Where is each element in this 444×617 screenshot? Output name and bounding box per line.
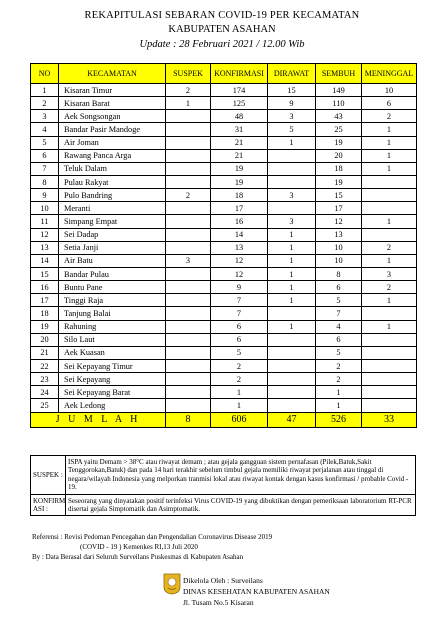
row-no: 15: [31, 267, 59, 280]
row-dirawat: 3: [268, 189, 316, 202]
table-row: [31, 97, 417, 110]
row-konfirmasi: 174: [211, 84, 268, 97]
row-sembuh: 25: [316, 123, 362, 136]
total-dirawat: 47: [268, 412, 316, 427]
row-meninggal: [362, 399, 417, 412]
row-suspek: [166, 175, 211, 188]
table-row: [31, 399, 417, 412]
row-suspek: [166, 267, 211, 280]
row-dirawat: 3: [268, 215, 316, 228]
table-row: [31, 215, 417, 228]
total-suspek: 8: [166, 412, 211, 427]
row-meninggal: 3: [362, 267, 417, 280]
table-row: [31, 162, 417, 175]
col-header-kecamatan: KECAMATAN: [59, 64, 166, 84]
row-dirawat: 1: [268, 241, 316, 254]
col-header-sembuh: SEMBUH: [316, 64, 362, 84]
konfirmasi-definition: Seseorang yang dinyatakan positif terinfeksi Virus COVID-19 yang dibuktikan dengan pemeriksaan laboratorium RT-PCR disertai gejala Simptomatik dan Asimptomatik.: [66, 494, 416, 516]
row-dirawat: 9: [268, 97, 316, 110]
row-kecamatan: Aek Ledong: [59, 399, 166, 412]
row-no: 10: [31, 202, 59, 215]
suspek-definition: ISPA yaitu Demam > 38°C atau riwayat demam ; atau gejala gangguan sistem pernafasan (Pilek,Batuk,Sakit Tenggorokan,Batuk) dan pada 14 hari terakhir sebelum timbul gejala memiliki riwayat perjalanan atau tinggal di negara/wilayah Indonesia yang melporkan tranmisi lokal atau riwayat kontak dengan kasus konfirmasi / probable Covid - 19.: [66, 456, 416, 495]
table-row: [31, 228, 417, 241]
total-meninggal: 33: [362, 412, 417, 427]
row-meninggal: 1: [362, 320, 417, 333]
row-dirawat: [268, 346, 316, 359]
row-kecamatan: Aek Songsongan: [59, 110, 166, 123]
row-sembuh: 19: [316, 136, 362, 149]
row-dirawat: [268, 202, 316, 215]
total-sembuh: 526: [316, 412, 362, 427]
row-konfirmasi: 2: [211, 373, 268, 386]
row-suspek: [166, 136, 211, 149]
row-suspek: [166, 346, 211, 359]
row-suspek: 3: [166, 254, 211, 267]
row-sembuh: 12: [316, 215, 362, 228]
row-konfirmasi: 13: [211, 241, 268, 254]
row-sembuh: 2: [316, 373, 362, 386]
row-sembuh: 8: [316, 267, 362, 280]
row-sembuh: 149: [316, 84, 362, 97]
row-meninggal: 1: [362, 254, 417, 267]
row-sembuh: 7: [316, 307, 362, 320]
row-suspek: [166, 320, 211, 333]
row-no: 3: [31, 110, 59, 123]
row-suspek: 2: [166, 189, 211, 202]
row-dirawat: 1: [268, 254, 316, 267]
table-row: [31, 373, 417, 386]
col-header-dirawat: DIRAWAT: [268, 64, 316, 84]
row-dirawat: [268, 359, 316, 372]
row-kecamatan: Sei Kepayang Barat: [59, 386, 166, 399]
row-dirawat: 1: [268, 136, 316, 149]
row-dirawat: 1: [268, 281, 316, 294]
row-sembuh: 5: [316, 346, 362, 359]
row-konfirmasi: 19: [211, 175, 268, 188]
row-konfirmasi: 12: [211, 267, 268, 280]
row-suspek: [166, 123, 211, 136]
row-suspek: [166, 386, 211, 399]
table-row: [31, 241, 417, 254]
row-kecamatan: Silo Laut: [59, 333, 166, 346]
row-no: 23: [31, 373, 59, 386]
row-kecamatan: Buntu Pane: [59, 281, 166, 294]
row-meninggal: [362, 202, 417, 215]
row-sembuh: 4: [316, 320, 362, 333]
row-meninggal: 1: [362, 136, 417, 149]
row-sembuh: 18: [316, 162, 362, 175]
row-kecamatan: Sei Kepayang: [59, 373, 166, 386]
row-suspek: [166, 149, 211, 162]
row-meninggal: 6: [362, 97, 417, 110]
row-suspek: [166, 294, 211, 307]
row-konfirmasi: 12: [211, 254, 268, 267]
row-kecamatan: Simpang Empat: [59, 215, 166, 228]
row-dirawat: 1: [268, 228, 316, 241]
row-konfirmasi: 6: [211, 333, 268, 346]
table-header-row: [31, 64, 417, 84]
row-kecamatan: Bandar Pulau: [59, 267, 166, 280]
total-konfirmasi: 606: [211, 412, 268, 427]
col-header-no: NO: [31, 64, 59, 84]
row-sembuh: 1: [316, 386, 362, 399]
row-no: 22: [31, 359, 59, 372]
row-no: 25: [31, 399, 59, 412]
table-row: [31, 267, 417, 280]
row-dirawat: [268, 399, 316, 412]
row-no: 24: [31, 386, 59, 399]
table-row: [31, 84, 417, 97]
table-row: [31, 307, 417, 320]
row-sembuh: 20: [316, 149, 362, 162]
total-label: J U M L A H: [31, 412, 166, 427]
row-no: 1: [31, 84, 59, 97]
row-dirawat: [268, 307, 316, 320]
row-kecamatan: Meranti: [59, 202, 166, 215]
row-meninggal: [362, 228, 417, 241]
row-sembuh: 10: [316, 254, 362, 267]
row-suspek: [166, 359, 211, 372]
row-dirawat: 1: [268, 294, 316, 307]
table-body: [31, 84, 417, 413]
row-kecamatan: Bandar Pasir Mandoge: [59, 123, 166, 136]
konfirmasi-label: KONFIRM ASI :: [31, 494, 66, 516]
row-konfirmasi: 7: [211, 294, 268, 307]
row-konfirmasi: 5: [211, 346, 268, 359]
row-suspek: [166, 373, 211, 386]
row-kecamatan: Sei Dadap: [59, 228, 166, 241]
covid-distribution-table: [30, 63, 417, 428]
row-meninggal: [362, 333, 417, 346]
row-no: 6: [31, 149, 59, 162]
row-konfirmasi: 21: [211, 149, 268, 162]
table-row: [31, 294, 417, 307]
row-meninggal: 1: [362, 123, 417, 136]
row-meninggal: [362, 175, 417, 188]
row-dirawat: 3: [268, 110, 316, 123]
table-row: [31, 189, 417, 202]
row-konfirmasi: 21: [211, 136, 268, 149]
row-meninggal: [362, 359, 417, 372]
row-suspek: [166, 228, 211, 241]
row-sembuh: 43: [316, 110, 362, 123]
row-kecamatan: Tinggi Raja: [59, 294, 166, 307]
row-no: 7: [31, 162, 59, 175]
table-row: [31, 320, 417, 333]
row-konfirmasi: 17: [211, 202, 268, 215]
row-konfirmasi: 1: [211, 399, 268, 412]
row-konfirmasi: 9: [211, 281, 268, 294]
col-header-suspek: SUSPEK: [166, 64, 211, 84]
row-dirawat: 15: [268, 84, 316, 97]
reference-line-1: Referensi : Revisi Pedoman Pencegahan dan Pengendalian Coronavirus Disease 2019: [32, 533, 273, 541]
row-meninggal: [362, 346, 417, 359]
table-row: [31, 123, 417, 136]
row-no: 13: [31, 241, 59, 254]
report-subtitle: KABUPATEN ASAHAN: [168, 24, 276, 35]
konfirmasi-definition-row: [31, 494, 416, 516]
row-no: 11: [31, 215, 59, 228]
col-header-konfirmasi: KONFIRMASI: [211, 64, 268, 84]
suspek-definition-row: [31, 456, 416, 495]
row-kecamatan: Air Batu: [59, 254, 166, 267]
row-dirawat: [268, 175, 316, 188]
table-row: [31, 386, 417, 399]
row-no: 2: [31, 97, 59, 110]
row-meninggal: [362, 189, 417, 202]
row-dirawat: [268, 386, 316, 399]
update-timestamp: Update : 28 Februari 2021 / 12.00 Wib: [139, 39, 305, 50]
table-row: [31, 281, 417, 294]
table-row: [31, 346, 417, 359]
row-suspek: [166, 333, 211, 346]
row-sembuh: 15: [316, 189, 362, 202]
asahan-regency-seal-icon: [163, 573, 181, 595]
row-konfirmasi: 18: [211, 189, 268, 202]
row-suspek: [166, 307, 211, 320]
row-no: 19: [31, 320, 59, 333]
row-dirawat: [268, 373, 316, 386]
row-no: 17: [31, 294, 59, 307]
row-konfirmasi: 7: [211, 307, 268, 320]
agency-address: Jl. Tusam No.5 Kisaran: [183, 598, 254, 607]
row-suspek: [166, 281, 211, 294]
row-meninggal: 10: [362, 84, 417, 97]
row-meninggal: 2: [362, 241, 417, 254]
report-title: REKAPITULASI SEBARAN COVID-19 PER KECAMATAN: [84, 10, 360, 21]
row-no: 8: [31, 175, 59, 188]
row-no: 14: [31, 254, 59, 267]
row-konfirmasi: 2: [211, 359, 268, 372]
row-kecamatan: Sei Kepayang Timur: [59, 359, 166, 372]
row-kecamatan: Kisaran Timur: [59, 84, 166, 97]
row-sembuh: 10: [316, 241, 362, 254]
row-meninggal: 2: [362, 281, 417, 294]
row-suspek: [166, 202, 211, 215]
row-sembuh: 17: [316, 202, 362, 215]
row-konfirmasi: 31: [211, 123, 268, 136]
row-kecamatan: Kisaran Barat: [59, 97, 166, 110]
row-sembuh: 6: [316, 333, 362, 346]
row-sembuh: 19: [316, 175, 362, 188]
row-suspek: 2: [166, 84, 211, 97]
row-no: 12: [31, 228, 59, 241]
row-meninggal: [362, 373, 417, 386]
row-no: 9: [31, 189, 59, 202]
row-dirawat: 5: [268, 123, 316, 136]
total-row: [31, 412, 417, 427]
row-no: 5: [31, 136, 59, 149]
row-dirawat: [268, 162, 316, 175]
row-no: 20: [31, 333, 59, 346]
row-meninggal: [362, 386, 417, 399]
row-sembuh: 6: [316, 281, 362, 294]
row-dirawat: [268, 149, 316, 162]
row-kecamatan: Tanjung Balai: [59, 307, 166, 320]
row-konfirmasi: 14: [211, 228, 268, 241]
row-suspek: [166, 399, 211, 412]
table-row: [31, 149, 417, 162]
row-konfirmasi: 6: [211, 320, 268, 333]
table-row: [31, 110, 417, 123]
row-meninggal: 2: [362, 110, 417, 123]
row-konfirmasi: 16: [211, 215, 268, 228]
row-suspek: [166, 241, 211, 254]
row-konfirmasi: 19: [211, 162, 268, 175]
row-kecamatan: Rawang Panca Arga: [59, 149, 166, 162]
row-sembuh: 5: [316, 294, 362, 307]
row-dirawat: [268, 333, 316, 346]
row-meninggal: 1: [362, 215, 417, 228]
row-meninggal: [362, 307, 417, 320]
table-row: [31, 202, 417, 215]
row-sembuh: 110: [316, 97, 362, 110]
row-konfirmasi: 125: [211, 97, 268, 110]
row-meninggal: 1: [362, 162, 417, 175]
row-konfirmasi: 1: [211, 386, 268, 399]
row-suspek: [166, 215, 211, 228]
managed-by: Dikelola Oleh : Surveilans: [183, 576, 263, 585]
definitions-table: [30, 455, 416, 516]
row-kecamatan: Pulo Bandring: [59, 189, 166, 202]
row-suspek: 1: [166, 97, 211, 110]
table-row: [31, 254, 417, 267]
row-dirawat: 1: [268, 267, 316, 280]
row-no: 16: [31, 281, 59, 294]
row-kecamatan: Teluk Dalam: [59, 162, 166, 175]
reference-line-2: (COVID - 19 ) Kemenkes RI,13 Juli 2020: [80, 543, 198, 551]
row-kecamatan: Air Joman: [59, 136, 166, 149]
row-no: 21: [31, 346, 59, 359]
table-row: [31, 333, 417, 346]
row-kecamatan: Pulau Rakyat: [59, 175, 166, 188]
row-meninggal: 1: [362, 149, 417, 162]
row-no: 18: [31, 307, 59, 320]
table-row: [31, 359, 417, 372]
row-sembuh: 13: [316, 228, 362, 241]
row-suspek: [166, 110, 211, 123]
row-meninggal: 1: [362, 294, 417, 307]
row-kecamatan: Rahuning: [59, 320, 166, 333]
row-sembuh: 1: [316, 399, 362, 412]
source-note: By : Data Berasal dari Seluruh Surveilans Puskesmas di Kabupaten Asahan: [32, 553, 244, 561]
row-suspek: [166, 162, 211, 175]
table-row: [31, 175, 417, 188]
col-header-meninggal: MENINGGAL: [362, 64, 417, 84]
row-dirawat: 1: [268, 320, 316, 333]
suspek-label: SUSPEK :: [31, 456, 66, 495]
row-sembuh: 2: [316, 359, 362, 372]
row-no: 4: [31, 123, 59, 136]
agency-name: DINAS KESEHATAN KABUPATEN ASAHAN: [183, 587, 330, 596]
row-konfirmasi: 48: [211, 110, 268, 123]
row-kecamatan: Setia Janji: [59, 241, 166, 254]
table-row: [31, 136, 417, 149]
row-kecamatan: Aek Kuasan: [59, 346, 166, 359]
